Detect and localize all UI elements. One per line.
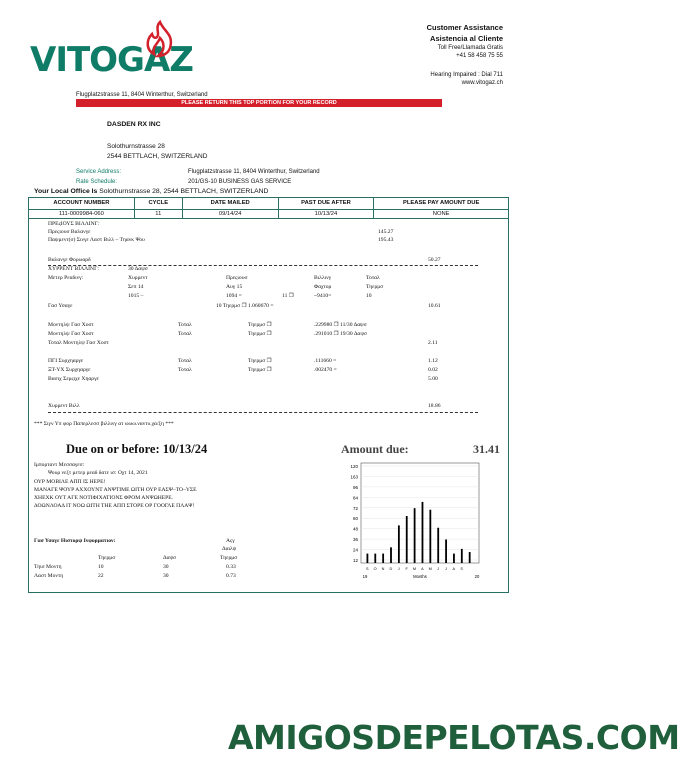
x-tick-label: M <box>412 567 417 571</box>
hearing-impaired-line: Hearing Impaired : Dial 711 <box>430 72 503 78</box>
x-tick-label: J <box>445 567 447 571</box>
xtc-label: ΞΤ-ΥΧ Συρχηαργε <box>48 367 91 373</box>
xtc-value: 0.02 <box>428 367 438 373</box>
amount-due-cell: NONE <box>432 210 450 217</box>
y-tick-label: 96 <box>352 484 358 490</box>
rate-schedule-label: Rate Schedule: <box>76 179 118 185</box>
usage-row-last-label: Λαστ Μοντη <box>34 573 64 579</box>
customer-city: 2544 BETTLACH, SWITZERLAND <box>107 153 208 160</box>
xtc-total: Τοταλ <box>178 367 192 373</box>
x-axis-label: Months <box>413 574 427 579</box>
monthly-cost-2-rate: .291010 ❐ 19/30 Δαψσ <box>314 331 367 337</box>
account-number: 111-0009984-060 <box>29 209 134 218</box>
usage-row-this-therms: 10 <box>98 564 104 570</box>
brand-logo: VITOGAZ <box>30 40 193 80</box>
monthly-cost-1-therms: Τηερμσ ❐ <box>248 322 272 328</box>
brand-address: Flugplatzstrasse 11, 8404 Winterthur, Switzerland <box>76 92 208 98</box>
message-line-4: ΧΗΕΧΚ ΟΥΤ ΑΓΕ ΝΟΤΙΦΙΧΑΤΙΟΝΣ ΦΡΟΜ ΑΝΨΩΗΕΡΕ. <box>34 495 174 501</box>
usage-bar <box>390 547 392 563</box>
amount-due-label: Amount due: <box>341 442 409 456</box>
account-table <box>29 198 508 219</box>
header-past-due: PAST DUE AFTER <box>278 198 374 209</box>
message-line-3: ΜΑΝΑΓΕ ΨΟΥΡ ΑΧΧΟΥΝΤ ΑΝΨΤΙΜΕ ΩΙΤΗ ΟΥΡ ΕΑΣΨ–ΤΟ–ΥΣΕ <box>34 487 197 493</box>
x-tick-label: O <box>373 567 377 571</box>
payments-value: 195.43 <box>378 237 394 243</box>
x-start-label: 19 <box>362 574 368 579</box>
header-amount-due: PLEASE PAY AMOUNT DUE <box>374 198 508 209</box>
divider-1 <box>48 265 478 266</box>
gas-use-calc: 10 Τηερμσ ❐ 1.060670 = <box>216 303 274 309</box>
usage-chart <box>343 459 485 585</box>
meter-col-total: Τοταλ <box>366 275 380 281</box>
usage-bar <box>461 549 463 563</box>
past-due-after: 10/13/24 <box>278 209 374 218</box>
usage-row-this-days: 30 <box>163 564 169 570</box>
messages-title: Ιμπορταντ Μεσσαγεσ: <box>34 462 85 468</box>
usage-row-last-therms: 22 <box>98 573 104 579</box>
pgi-label: ΠΓΙ Συρχηαργε <box>48 358 84 364</box>
local-office-value: Solothurnstrasse 28, 2544 BETTLACH, SWITZERLAND <box>99 188 269 195</box>
meter-total-value: 10 <box>366 293 372 299</box>
x-tick-label: S <box>366 567 369 571</box>
flame-icon <box>140 20 180 60</box>
message-line-1: Ψουρ νεξτ μετερ ρεαδ δατε ισ: Οχτ 14, 2021 <box>48 470 148 476</box>
usage-bar <box>382 554 384 563</box>
monthly-cost-1-total: Τοταλ <box>178 322 192 328</box>
message-line-2: ΟΥΡ ΜΟΒΙΛΕ ΑΠΠ ΙΣ ΗΕΡΕ! <box>34 479 106 485</box>
meter-factor-label: Φαχτορ <box>314 284 332 290</box>
y-tick-label: 12 <box>352 558 358 563</box>
pgi-therms: Τηερμσ ❐ <box>248 358 272 364</box>
current-bill-value: 18.86 <box>428 403 441 409</box>
usage-bar <box>367 554 369 563</box>
phone-number: +41 58 458 75 55 <box>456 53 503 59</box>
balance-forward-label: Βαλανγε Φορωαρδ <box>48 257 91 263</box>
y-tick-label: 72 <box>352 505 358 511</box>
usage-avg-header-top: Αςγ <box>226 538 235 544</box>
balance-forward-value: 50.27 <box>428 257 441 263</box>
billing-days: 30 Δαψσ <box>128 266 148 272</box>
x-tick-label: S <box>460 567 463 571</box>
prev-balance-label: Πρεςιουσ Βαλανγε <box>48 229 91 235</box>
x-tick-label: F <box>405 567 408 571</box>
x-tick-label: A <box>421 567 424 571</box>
local-office-line <box>34 188 268 195</box>
meter-therms-label: Τηερμσ <box>366 284 384 290</box>
meter-previous-date: Αυγ 15 <box>226 284 243 290</box>
pgi-rate: .111660 = <box>314 358 337 364</box>
usage-col-days: Δαψσ <box>163 555 177 561</box>
pgi-total: Τοταλ <box>178 358 192 364</box>
xtc-therms: Τηερμσ ❐ <box>248 367 272 373</box>
header-account-number: ACCOUNT NUMBER <box>29 198 134 209</box>
usage-bar <box>429 510 431 563</box>
meter-factor-value: ~9410= <box>314 293 332 299</box>
x-tick-label: A <box>452 567 456 571</box>
y-tick-label: 84 <box>352 495 358 501</box>
header-date-mailed: DATE MAILED <box>182 198 278 209</box>
y-tick-label: 24 <box>352 547 358 553</box>
meter-current-date: Σεπ 14 <box>128 284 144 290</box>
usage-row-last-avg: 0.73 <box>226 573 236 579</box>
payments-label: Παψμεντ(σ) Σινγε Λαστ Βιλλ – Τηανκ Ψου <box>48 237 145 243</box>
meter-reading-label: Μετερ Ρεαδινγ: <box>48 275 84 281</box>
contact-block <box>303 22 503 87</box>
contact-title-en: Customer Assistance <box>426 23 503 32</box>
customer-name: DASDEN RX INC <box>107 121 161 128</box>
amount-due-value: 31.41 <box>473 442 500 456</box>
total-monthly-value: 2.11 <box>428 340 438 346</box>
y-tick-label: 48 <box>352 526 358 532</box>
gas-use-label: Γασ Υσαγε <box>48 303 73 309</box>
divider-2 <box>48 412 478 413</box>
date-mailed: 09/14/24 <box>182 209 278 218</box>
local-office-label: Your Local Office Is <box>34 188 98 195</box>
usage-bar <box>437 528 439 563</box>
rate-schedule-value: 201/GS-10 BUSINESS GAS SERVICE <box>188 179 292 185</box>
meter-col-current: Χυρρεντ <box>128 275 148 281</box>
usage-chart-svg <box>343 459 485 585</box>
usage-title: Γασ Υσαγε Ηιστορψ Ινφορματιον: <box>34 538 116 544</box>
pgi-value: 1.12 <box>428 358 438 364</box>
usage-bar <box>406 516 408 563</box>
usage-row-this-avg: 0.33 <box>226 564 236 570</box>
monthly-cost-1-rate: .229980 ❐ 11/30 Δαψσ <box>314 322 367 328</box>
contact-title-es: Asistencia al Cliente <box>430 34 503 43</box>
message-line-5: ΔΟΩΝΛΟΑΔ ΙΤ ΝΟΩ ΩΙΤΗ ΤΗΕ ΑΠΠ ΣΤΟΡΕ ΟΡ ΓΟΟΓΛΕ ΠΛΑΨ! <box>34 503 195 509</box>
xtc-rate: .002470 = <box>314 367 337 373</box>
x-tick-label: M <box>428 567 432 571</box>
monthly-cost-2-total: Τοταλ <box>178 331 192 337</box>
paperless-note: *** Σιγν Υπ φορ Παπερλεσσ βιλλινγ ατ ωωω.ναντυ.χα/ξη *** <box>34 421 174 427</box>
chart-frame <box>361 463 479 563</box>
usage-bar <box>422 502 424 563</box>
monthly-cost-1-label: Μοντηλψ Γασ Χοστ <box>48 322 94 328</box>
usage-bar <box>445 540 447 564</box>
y-tick-label: 163 <box>350 474 358 480</box>
x-end-label: 20 <box>474 574 480 579</box>
usage-col-avg: Τηερμσ <box>220 555 238 561</box>
meter-mid-value: 11 ❐ <box>282 293 294 299</box>
meter-col-previous: Πρεςιουσ <box>226 275 248 281</box>
service-address-value: Flugplatzstrasse 11, 8404 Winterthur, Switzerland <box>188 169 320 175</box>
return-notice-bar: PLEASE RETURN THIS TOP PORTION FOR YOUR RECORD <box>76 99 442 107</box>
usage-bar <box>398 525 400 563</box>
x-tick-label: J <box>397 567 400 571</box>
monthly-cost-2-label: Μοντηλψ Γασ Χοστ <box>48 331 94 337</box>
monthly-cost-2-therms: Τηερμσ ❐ <box>248 331 272 337</box>
meter-previous-value: 1094 = <box>226 293 242 299</box>
usage-row-this-label: Τηισ Μοντη <box>34 564 62 570</box>
prev-billing-heading: ΠΡΕςΙΟΥΣ ΒΙΛΛΙΝΓ: <box>48 221 100 227</box>
meter-current-value: 1015 – <box>128 293 144 299</box>
x-tick-label: J <box>437 567 440 571</box>
basic-charge-value: 5.00 <box>428 376 438 382</box>
y-tick-label: 60 <box>352 516 358 522</box>
header-cycle: CYCLE <box>134 198 182 209</box>
service-address-label: Service Address: <box>76 169 122 175</box>
cycle: 11 <box>134 209 182 218</box>
prev-balance-value: 145.27 <box>378 229 394 235</box>
usage-bar <box>469 552 471 563</box>
y-tick-label: 120 <box>350 464 358 469</box>
usage-bar <box>414 508 416 563</box>
total-monthly-label: Τοταλ Μοντηλψ Γασ Χοστ <box>48 340 109 346</box>
customer-street: Solothurnstrasse 28 <box>107 143 165 150</box>
current-bill-label: Χυρρεντ Βιλλ <box>48 403 80 409</box>
y-tick-label: 36 <box>352 537 358 543</box>
due-date-heading: Due on or before: 10/13/24 <box>66 442 208 456</box>
x-tick-label: D <box>389 567 393 571</box>
usage-row-last-days: 30 <box>163 573 169 579</box>
meter-col-billing: Βιλλινγ <box>314 275 332 281</box>
website-link[interactable]: www.vitogaz.ch <box>461 80 503 86</box>
usage-col-therms: Τηερμσ <box>98 555 116 561</box>
footer-watermark: AMIGOSDEPELOTAS.COM <box>228 718 680 757</box>
usage-avg-header-mid: Δαιλψ <box>222 546 237 552</box>
usage-bar <box>453 554 455 563</box>
gas-use-value: 10.61 <box>428 303 441 309</box>
usage-bar <box>374 554 376 563</box>
toll-free-label: Toll Free/Llamada Gratis <box>437 45 503 51</box>
basic-charge-label: Βασιχ Σερςιχε Χηαργε <box>48 376 99 382</box>
x-tick-label: N <box>381 567 385 571</box>
current-billing-heading: ΧΥΡΡΕΝΤ ΒΙΛΛΙΝΓ: <box>48 266 99 272</box>
